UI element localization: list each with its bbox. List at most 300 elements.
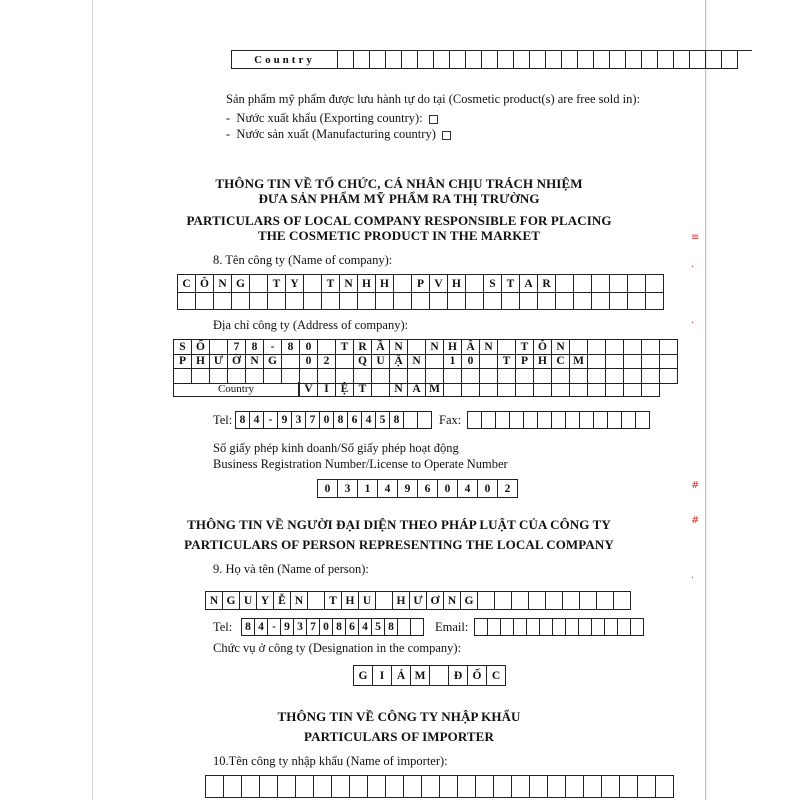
grid-cell[interactable]	[206, 776, 224, 798]
grid-cell[interactable]	[210, 340, 228, 355]
grid-cell[interactable]	[636, 412, 650, 429]
grid-cell[interactable]: G	[461, 592, 478, 610]
grid-cell[interactable]: T	[502, 275, 520, 293]
grid-cell[interactable]: V	[300, 382, 318, 397]
grid-cell[interactable]	[606, 382, 624, 397]
grid-cell[interactable]: 8	[246, 340, 264, 355]
grid-cell[interactable]	[646, 275, 664, 293]
grid-cell[interactable]	[553, 619, 566, 636]
grid-cell[interactable]	[631, 619, 644, 636]
grid-cell[interactable]	[468, 412, 482, 429]
grid-cell[interactable]: U	[240, 592, 257, 610]
grid-cell[interactable]: Ô	[196, 275, 214, 293]
grid-cell[interactable]: 4	[362, 412, 376, 429]
grid-cell[interactable]: 0	[300, 354, 318, 369]
grid-cell[interactable]: 4	[458, 480, 478, 498]
grid-cell[interactable]	[278, 776, 296, 798]
grid-cell[interactable]	[482, 51, 498, 69]
grid-cell[interactable]: N	[390, 340, 408, 355]
grid-cell[interactable]	[444, 382, 462, 397]
grid-cell[interactable]: 7	[307, 619, 320, 636]
grid-cell[interactable]: Ố	[192, 340, 210, 355]
grid-cell[interactable]	[476, 776, 494, 798]
grid-cell[interactable]: H	[376, 275, 394, 293]
grid-cell[interactable]	[501, 619, 514, 636]
grid-cell[interactable]	[546, 592, 563, 610]
grid-cell[interactable]	[434, 51, 450, 69]
grid-cell[interactable]	[534, 382, 552, 397]
grid-cell[interactable]	[620, 776, 638, 798]
grid-cell[interactable]	[466, 275, 484, 293]
grid-cell[interactable]	[638, 776, 656, 798]
grid-cell[interactable]	[628, 275, 646, 293]
grid-cell[interactable]	[594, 412, 608, 429]
grid-cell[interactable]: 1	[444, 354, 462, 369]
grid-cell[interactable]: M	[570, 354, 588, 369]
grid-cell[interactable]: V	[430, 275, 448, 293]
grid-cell[interactable]: Â	[462, 340, 480, 355]
grid-cell[interactable]: 4	[250, 412, 264, 429]
grid-cell[interactable]: 6	[346, 619, 359, 636]
option-exporting-country[interactable]: - Nước xuất khẩu (Exporting country):	[226, 111, 438, 126]
grid-cell[interactable]	[232, 292, 250, 310]
grid-cell[interactable]: C	[487, 666, 506, 686]
grid-cell[interactable]	[404, 776, 422, 798]
grid-cell[interactable]	[646, 292, 664, 310]
grid-cell[interactable]	[530, 51, 546, 69]
grid-cell[interactable]	[538, 292, 556, 310]
company-name-grid[interactable]	[177, 274, 664, 293]
grid-cell[interactable]	[372, 382, 390, 397]
grid-cell[interactable]: Y	[257, 592, 274, 610]
grid-cell[interactable]	[658, 51, 674, 69]
grid-cell[interactable]: 3	[338, 480, 358, 498]
grid-cell[interactable]	[556, 292, 574, 310]
grid-cell[interactable]	[336, 354, 354, 369]
option-manufacturing-country[interactable]: - Nước sản xuất (Manufacturing country)	[226, 127, 451, 142]
grid-cell[interactable]	[608, 412, 622, 429]
grid-cell[interactable]	[610, 51, 626, 69]
license-number-grid[interactable]	[317, 479, 518, 498]
grid-cell[interactable]: H	[444, 340, 462, 355]
grid-cell[interactable]	[350, 776, 368, 798]
grid-cell[interactable]	[563, 592, 580, 610]
grid-cell[interactable]: 0	[320, 412, 334, 429]
grid-cell[interactable]	[588, 382, 606, 397]
grid-cell[interactable]	[602, 776, 620, 798]
grid-cell[interactable]	[656, 776, 674, 798]
grid-cell[interactable]	[376, 592, 393, 610]
grid-cell[interactable]	[546, 51, 562, 69]
grid-cell[interactable]: C	[178, 275, 196, 293]
grid-cell[interactable]	[502, 292, 520, 310]
grid-cell[interactable]	[498, 382, 516, 397]
grid-cell[interactable]	[660, 354, 678, 369]
grid-cell[interactable]	[514, 51, 530, 69]
grid-cell[interactable]	[418, 412, 432, 429]
address-grid-row1[interactable]	[173, 339, 678, 355]
grid-cell[interactable]: 8	[282, 340, 300, 355]
grid-cell[interactable]: Ư	[410, 592, 427, 610]
grid-cell[interactable]	[494, 776, 512, 798]
grid-cell[interactable]	[552, 382, 570, 397]
grid-cell[interactable]	[642, 354, 660, 369]
grid-cell[interactable]: 8	[236, 412, 250, 429]
grid-cell[interactable]	[448, 292, 466, 310]
grid-cell[interactable]	[584, 776, 602, 798]
grid-cell[interactable]	[296, 776, 314, 798]
grid-cell[interactable]: A	[408, 382, 426, 397]
grid-cell[interactable]	[626, 51, 642, 69]
grid-cell[interactable]: 8	[390, 412, 404, 429]
grid-cell[interactable]	[548, 776, 566, 798]
grid-cell[interactable]: U	[372, 354, 390, 369]
grid-cell[interactable]	[480, 354, 498, 369]
grid-cell[interactable]	[512, 592, 529, 610]
grid-cell[interactable]	[214, 292, 232, 310]
grid-cell[interactable]	[478, 592, 495, 610]
grid-cell[interactable]: M	[426, 382, 444, 397]
section10-title-en: PARTICULARS OF IMPORTER	[304, 729, 494, 744]
grid-cell[interactable]: 9	[281, 619, 294, 636]
manufacturing-checkbox[interactable]	[442, 131, 451, 140]
grid-cell[interactable]: 9	[278, 412, 292, 429]
company-tel-grid[interactable]	[235, 411, 432, 429]
grid-cell[interactable]: N	[552, 340, 570, 355]
grid-cell[interactable]	[618, 619, 631, 636]
section8-title-vn-2: ĐƯA SẢN PHẨM MỸ PHẨM RA THỊ TRƯỜNG	[258, 191, 540, 206]
grid-cell[interactable]: R	[538, 275, 556, 293]
grid-cell[interactable]	[368, 776, 386, 798]
grid-cell[interactable]: N	[214, 275, 232, 293]
grid-cell[interactable]: 8	[333, 619, 346, 636]
grid-cell[interactable]	[510, 412, 524, 429]
grid-cell[interactable]	[624, 382, 642, 397]
grid-cell[interactable]: I	[373, 666, 392, 686]
grid-cell[interactable]	[308, 592, 325, 610]
grid-cell[interactable]	[566, 619, 579, 636]
grid-cell[interactable]: T	[322, 275, 340, 293]
grid-cell[interactable]	[386, 51, 402, 69]
grid-cell[interactable]: M	[411, 666, 430, 686]
grid-cell[interactable]: N	[480, 340, 498, 355]
grid-cell[interactable]: Đ	[449, 666, 468, 686]
grid-cell[interactable]	[408, 340, 426, 355]
grid-cell[interactable]: A	[520, 275, 538, 293]
grid-cell[interactable]: 0	[478, 480, 498, 498]
grid-cell[interactable]	[332, 776, 350, 798]
grid-cell[interactable]: H	[393, 592, 410, 610]
grid-cell[interactable]: C	[552, 354, 570, 369]
grid-cell[interactable]	[512, 776, 530, 798]
grid-cell[interactable]	[482, 412, 496, 429]
grid-cell[interactable]: P	[412, 275, 430, 293]
grid-cell[interactable]	[624, 354, 642, 369]
grid-cell[interactable]	[250, 292, 268, 310]
grid-cell[interactable]	[538, 412, 552, 429]
grid-cell[interactable]	[592, 619, 605, 636]
grid-cell[interactable]: P	[516, 354, 534, 369]
grid-cell[interactable]: 1	[358, 480, 378, 498]
grid-cell[interactable]	[588, 340, 606, 355]
grid-cell[interactable]: H	[358, 275, 376, 293]
grid-cell[interactable]	[622, 412, 636, 429]
grid-cell[interactable]: N	[340, 275, 358, 293]
grid-cell[interactable]	[422, 776, 440, 798]
grid-cell[interactable]	[594, 51, 610, 69]
grid-cell[interactable]	[338, 51, 354, 69]
grid-cell[interactable]	[450, 51, 466, 69]
exporting-checkbox[interactable]	[429, 115, 438, 124]
grid-cell[interactable]	[520, 292, 538, 310]
grid-cell[interactable]: T	[325, 592, 342, 610]
grid-cell[interactable]	[642, 382, 660, 397]
grid-cell[interactable]	[578, 51, 594, 69]
top-country-grid[interactable]	[231, 50, 752, 69]
grid-cell[interactable]: Ơ	[427, 592, 444, 610]
grid-cell[interactable]: H	[342, 592, 359, 610]
address-grid-row2[interactable]	[173, 354, 678, 369]
grid-cell[interactable]: 8	[334, 412, 348, 429]
grid-cell[interactable]: S	[484, 275, 502, 293]
stamp-mark: ·	[691, 262, 695, 273]
grid-cell[interactable]	[475, 619, 488, 636]
grid-cell[interactable]: 6	[348, 412, 362, 429]
grid-cell[interactable]	[624, 340, 642, 355]
grid-cell[interactable]	[552, 412, 566, 429]
grid-cell[interactable]: 0	[318, 480, 338, 498]
grid-cell[interactable]	[570, 340, 588, 355]
company-name-grid-row2[interactable]	[177, 292, 664, 310]
grid-cell[interactable]: G	[223, 592, 240, 610]
grid-cell[interactable]: N	[246, 354, 264, 369]
grid-cell[interactable]	[579, 619, 592, 636]
grid-cell[interactable]	[242, 776, 260, 798]
grid-cell[interactable]: T	[336, 340, 354, 355]
grid-cell[interactable]	[580, 592, 597, 610]
grid-cell[interactable]: T	[354, 382, 372, 397]
grid-cell[interactable]	[322, 292, 340, 310]
grid-cell[interactable]	[605, 619, 618, 636]
grid-cell[interactable]	[411, 619, 424, 636]
grid-cell[interactable]	[466, 292, 484, 310]
grid-cell[interactable]	[524, 412, 538, 429]
grid-cell[interactable]	[562, 51, 578, 69]
grid-cell[interactable]	[394, 275, 412, 293]
grid-cell[interactable]	[660, 369, 678, 384]
grid-cell[interactable]	[597, 592, 614, 610]
grid-cell[interactable]	[498, 51, 514, 69]
grid-cell[interactable]	[574, 292, 592, 310]
grid-cell[interactable]: N	[291, 592, 308, 610]
grid-cell[interactable]	[592, 292, 610, 310]
grid-cell[interactable]: G	[264, 354, 282, 369]
grid-cell[interactable]: Á	[392, 666, 411, 686]
company-fax-grid[interactable]	[467, 411, 650, 429]
grid-cell[interactable]	[674, 51, 690, 69]
grid-cell[interactable]: N	[426, 340, 444, 355]
grid-cell[interactable]: H	[192, 354, 210, 369]
grid-cell[interactable]	[488, 619, 501, 636]
grid-cell[interactable]: 5	[372, 619, 385, 636]
grid-cell[interactable]: Ậ	[390, 354, 408, 369]
grid-cell[interactable]: Ễ	[274, 592, 291, 610]
person-tel-grid[interactable]	[241, 618, 424, 636]
grid-cell[interactable]	[318, 340, 336, 355]
grid-cell[interactable]: G	[232, 275, 250, 293]
grid-cell[interactable]: 4	[255, 619, 268, 636]
grid-cell[interactable]: P	[174, 354, 192, 369]
grid-cell[interactable]: 2	[498, 480, 518, 498]
importer-name-grid[interactable]	[205, 775, 674, 798]
grid-cell[interactable]	[358, 292, 376, 310]
grid-cell[interactable]	[566, 776, 584, 798]
grid-cell[interactable]: I	[318, 382, 336, 397]
grid-cell[interactable]	[404, 412, 418, 429]
grid-cell[interactable]: R	[354, 340, 372, 355]
grid-cell[interactable]: 7	[306, 412, 320, 429]
grid-cell[interactable]	[484, 292, 502, 310]
grid-cell[interactable]: U	[359, 592, 376, 610]
grid-cell[interactable]	[250, 275, 268, 293]
grid-cell[interactable]	[418, 51, 434, 69]
grid-cell[interactable]: N	[390, 382, 408, 397]
grid-cell[interactable]	[462, 382, 480, 397]
grid-cell[interactable]	[566, 412, 580, 429]
grid-cell[interactable]: N	[444, 592, 461, 610]
grid-cell[interactable]: Q	[354, 354, 372, 369]
grid-cell[interactable]	[440, 776, 458, 798]
grid-cell[interactable]: Ô	[534, 340, 552, 355]
grid-cell[interactable]	[376, 292, 394, 310]
grid-cell[interactable]	[426, 354, 444, 369]
grid-cell[interactable]	[660, 340, 678, 355]
grid-cell[interactable]	[496, 412, 510, 429]
grid-cell[interactable]	[466, 51, 482, 69]
grid-cell[interactable]	[556, 275, 574, 293]
grid-cell[interactable]	[286, 292, 304, 310]
grid-cell[interactable]: Ệ	[336, 382, 354, 397]
grid-cell[interactable]	[304, 292, 322, 310]
grid-cell[interactable]	[588, 354, 606, 369]
grid-cell[interactable]: 8	[385, 619, 398, 636]
grid-cell[interactable]	[480, 382, 498, 397]
grid-cell[interactable]	[398, 619, 411, 636]
grid-cell[interactable]	[498, 340, 516, 355]
grid-cell[interactable]	[540, 619, 553, 636]
grid-cell[interactable]: T	[516, 340, 534, 355]
grid-cell[interactable]	[394, 292, 412, 310]
grid-cell[interactable]	[642, 51, 658, 69]
grid-cell[interactable]	[370, 51, 386, 69]
grid-cell[interactable]: 5	[376, 412, 390, 429]
person-name-grid[interactable]	[205, 591, 631, 610]
grid-cell[interactable]: Ư	[210, 354, 228, 369]
grid-cell[interactable]	[268, 292, 286, 310]
grid-cell[interactable]: 0	[462, 354, 480, 369]
grid-cell[interactable]: N	[408, 354, 426, 369]
grid-cell[interactable]: -	[268, 619, 281, 636]
grid-cell[interactable]	[430, 666, 449, 686]
grid-cell[interactable]	[314, 776, 332, 798]
grid-cell[interactable]: 2	[318, 354, 336, 369]
grid-cell[interactable]: -	[264, 340, 282, 355]
grid-cell[interactable]	[402, 51, 418, 69]
grid-cell[interactable]	[628, 292, 646, 310]
grid-cell[interactable]: Ầ	[372, 340, 390, 355]
grid-cell[interactable]: 3	[294, 619, 307, 636]
grid-cell[interactable]	[722, 51, 738, 69]
grid-cell[interactable]: N	[206, 592, 223, 610]
grid-cell[interactable]: H	[534, 354, 552, 369]
address-country-grid[interactable]	[299, 382, 660, 397]
grid-cell[interactable]: Y	[286, 275, 304, 293]
grid-cell[interactable]: 6	[418, 480, 438, 498]
grid-cell[interactable]	[574, 275, 592, 293]
grid-cell[interactable]: H	[448, 275, 466, 293]
grid-cell[interactable]	[529, 592, 546, 610]
grid-cell[interactable]: 3	[292, 412, 306, 429]
person-email-grid[interactable]	[474, 618, 644, 636]
grid-cell[interactable]	[386, 776, 404, 798]
grid-cell[interactable]	[260, 776, 278, 798]
grid-cell[interactable]	[642, 340, 660, 355]
grid-cell[interactable]: T	[498, 354, 516, 369]
grid-cell[interactable]: S	[174, 340, 192, 355]
grid-cell[interactable]: 0	[300, 340, 318, 355]
grid-cell[interactable]	[527, 619, 540, 636]
grid-cell[interactable]	[412, 292, 430, 310]
grid-cell[interactable]	[610, 275, 628, 293]
grid-cell[interactable]	[458, 776, 476, 798]
grid-cell[interactable]: Ố	[468, 666, 487, 686]
grid-cell[interactable]: 0	[320, 619, 333, 636]
grid-cell[interactable]: -	[264, 412, 278, 429]
grid-cell[interactable]	[178, 292, 196, 310]
grid-cell[interactable]	[224, 776, 242, 798]
grid-cell[interactable]	[340, 292, 358, 310]
grid-cell[interactable]: 7	[228, 340, 246, 355]
grid-cell[interactable]	[570, 382, 588, 397]
designation-grid[interactable]	[353, 665, 506, 686]
grid-cell[interactable]	[592, 275, 610, 293]
grid-cell[interactable]	[304, 275, 322, 293]
grid-cell[interactable]: 0	[438, 480, 458, 498]
grid-cell[interactable]	[580, 412, 594, 429]
grid-cell[interactable]	[706, 51, 722, 69]
grid-cell[interactable]: T	[268, 275, 286, 293]
grid-cell[interactable]	[514, 619, 527, 636]
grid-cell[interactable]: 4	[378, 480, 398, 498]
grid-cell[interactable]	[282, 354, 300, 369]
grid-cell[interactable]	[495, 592, 512, 610]
grid-cell[interactable]: 9	[398, 480, 418, 498]
grid-cell[interactable]: Ờ	[228, 354, 246, 369]
grid-cell[interactable]	[690, 51, 706, 69]
grid-cell[interactable]	[606, 340, 624, 355]
grid-cell[interactable]: G	[354, 666, 373, 686]
grid-cell[interactable]	[606, 354, 624, 369]
grid-cell[interactable]	[196, 292, 214, 310]
grid-cell[interactable]	[430, 292, 448, 310]
grid-cell[interactable]	[614, 592, 631, 610]
grid-cell[interactable]: 4	[359, 619, 372, 636]
grid-cell[interactable]	[516, 382, 534, 397]
grid-cell[interactable]: 8	[242, 619, 255, 636]
grid-cell[interactable]	[610, 292, 628, 310]
grid-cell[interactable]	[530, 776, 548, 798]
grid-cell[interactable]	[354, 51, 370, 69]
